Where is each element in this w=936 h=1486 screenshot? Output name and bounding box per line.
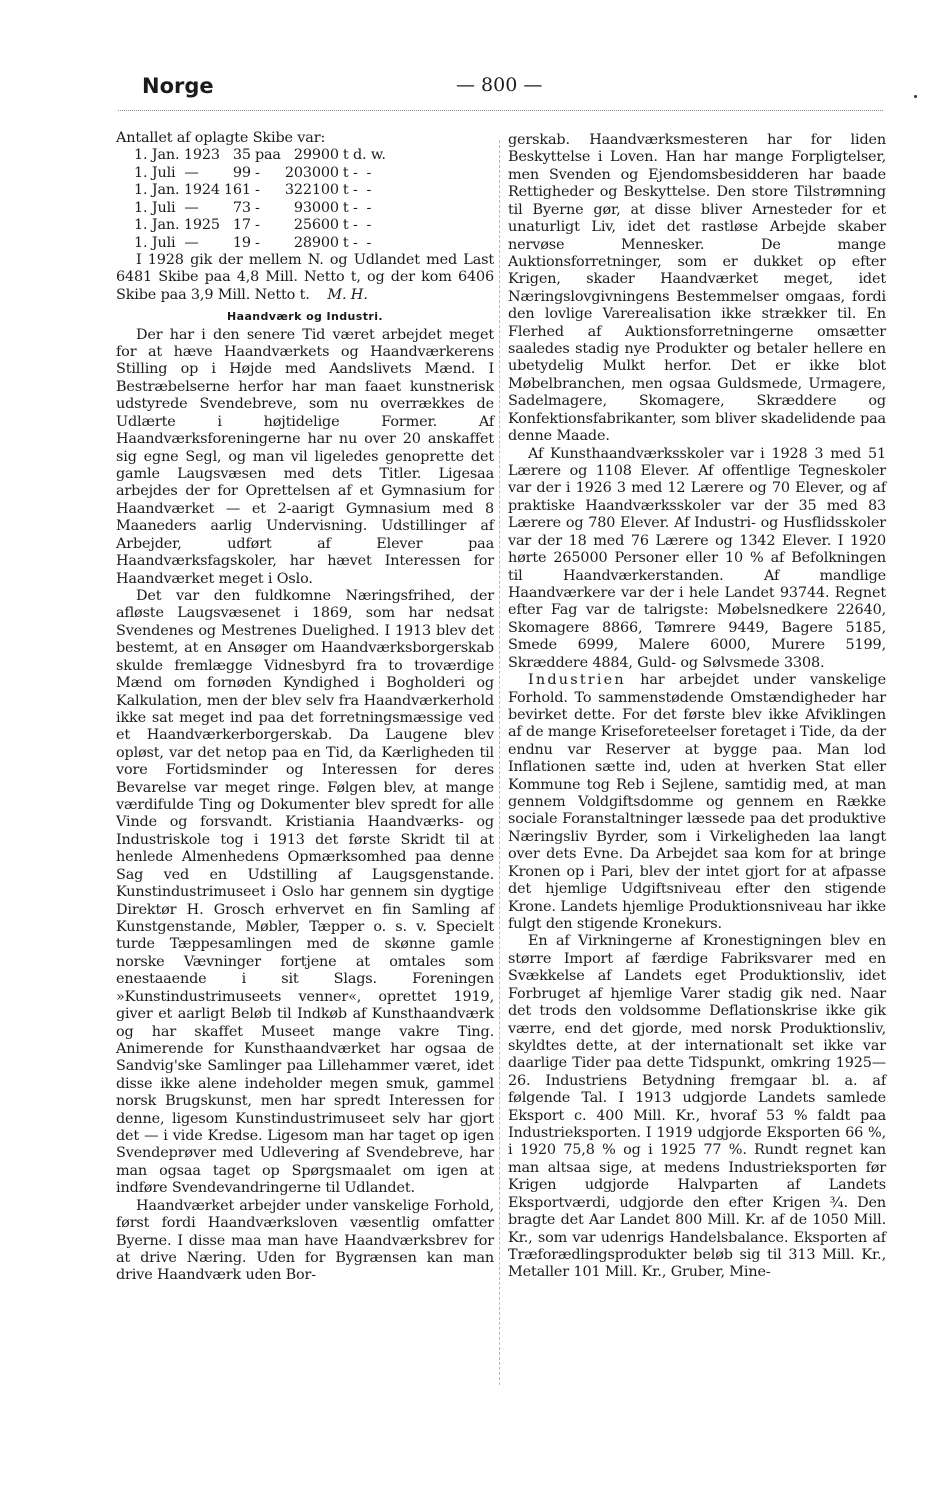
table-cell-paa: paa (254, 147, 281, 164)
table-cell-ships: 161 (223, 182, 251, 199)
table-cell-unit: t - - (342, 217, 372, 234)
paragraph: Det var den fuldkomne Næringsfrihed, der afløste Laugsvæsenet i 1869, som har nedsat Svendenes og Mestrenes Duelighed. I 1913 blev det bestemt, at en Ansøger om Haandværksborgerskab skulde fremlægge Vidnesbyrd fra to troværdige Mænd om fornøden Kyndighed i Bogholderi og Kalkulation, men der blev selv fra Haandværkerhold ikke sat meget ind paa det forretningsmæssige ved et Haandværkerborgerskab. Da Laugene blev opløst, var det netop paa en Tid, da Kærligheden til vore Fortidsminder og Interessen for deres Bevarelse var meget ringe. Følgen blev, at mange værdifulde Ting og Dokumenter blev spredt for alle Vinde og forsvandt. Kristiania Haandværks- og Industriskole tog i 1913 det første Skridt til at henlede Almenhedens Opmærksomhed paa denne Sag ved en Udstilling af Laugsgenstande. Kunstindustrimuseet i Oslo har gennem sin dygtige Direktør H. Grosch erhvervet en fin Samling af Kunstgenstande, Møbler, Tæpper o. s. v. Specielt turde Tæppesamlingen med de skønne gamle norske Vævninger fortjene at omtales som enestaaende i sit Slags. Foreningen »Kunstindustrimuseets venner«, oprettet 1919, giver et aarligt Beløb til Indkøb af Kunsthaandværk og har skaffet Museet mange vakre Ting. Animerende for Kunsthaandværket har ogsaa de Sandvig'ske Samlinger paa Lillehammer været, idet disse ikke alene indeholder megen smuk, gammel norsk Brugskunst, men har spredt Interessen for denne, ligesom Kunstindustrimuseet selv har gjort det — i vide Kredse. Ligesom man har taget op igen Svendeprøver med Udlevering af Svendebreve, har man ogsaa taget op Spørgsmaalet om igen at indføre Svendevandringerne til Udlandet. (116, 587, 494, 1197)
paragraph-text: har arbejdet under vanskelige Forhold. To sammenstødende Omstændigheder har bevirket dette. For det første blev ikke Afviklingen af de mange Kriseforeteelser foretaget i Tide, da der endnu var Reserver at bygge paa. Man lod Inflationen sætte ind, uden at hverken Stat eller Kommune tog Reb i Sejlene, samtidig med, at man gennem Voldgiftsdomme og gennem en Række sociale Foranstaltninger læssede paa det produktive Næringsliv Byrder, som i Virkeligheden laa langt over dets Evne. Da Arbejdet saa kom for at bringe Kronen op i Pari, blev der intet gjort for at afpasse det hjemlige Udgiftsniveau efter den stigende Krone. Landets hjemlige Produktionsniveau har ikke fulgt den stigende Kronekurs. (508, 672, 886, 932)
table-cell-tons: 93000 (293, 199, 339, 216)
table-cell-tons: 29900 (293, 147, 339, 164)
table-cell-unit: t d. w. (342, 147, 386, 164)
table-cell-date: 1. Juli — (134, 234, 199, 251)
header-rule (118, 110, 883, 111)
table-cell-unit: t - - (342, 234, 372, 251)
ship-summary: I 1928 gik der mellem N. og Udlandet med Last 6481 Skibe paa 4,8 Mill. Netto t, og der kom 6406 Skibe paa 3,9 Mill. Netto t. (116, 251, 494, 303)
column-divider (499, 140, 500, 1385)
print-speck (914, 95, 917, 98)
table-row (134, 182, 390, 199)
table-cell-date: 1. Juli — (134, 199, 199, 216)
left-column (116, 130, 494, 1285)
table-row (134, 200, 390, 217)
table-row (134, 217, 390, 234)
table-cell-unit: t - - (342, 182, 372, 199)
table-cell-date: 1. Jan. 1924 (134, 182, 220, 199)
page-number: — 800 — (456, 74, 543, 96)
ship-intro: Antallet af oplagte Skibe var: (116, 130, 326, 146)
paragraph: Der har i den senere Tid været arbejdet meget for at hæve Haandværkets og Haandværkerens Stilling op i Højde med Aandslivets Mænd. I Bestræbelserne herfor har man faaet kunstnerisk udstyrede Svendebreve, som nu overrækkes de Udlærte i højtidelige Former. Af Haandværksforeningerne har nu over 20 anskaffet sig egne Segl, og man vil ligeledes genoprette det gamle Laugsvæsen med dets Titler. Ligesaa arbejdes der for Oprettelsen af et Gymnasium for Haandværket — et 2-aarigt Gymnasium med 8 Maaneders aarlig Undervisning. Udstillinger af Arbejder, udført af Elever paa Haandværksfagskoler, har hævet Interessen for Haandværket meget i Oslo. (116, 326, 494, 587)
table-row (134, 147, 390, 164)
table-cell-date: 1. Jan. 1923 (134, 147, 220, 164)
table-cell-tons: 322100 (284, 182, 339, 199)
paragraph: En af Virkningerne af Kronestigningen blev en større Import af færdige Fabriksvarer med en Svækkelse af Landets eget Produktionsliv, idet Forbruget af hjemlige Varer stadig gik ned. Naar det trods den voldsomme Deflationskrise ikke gik værre, end det gjorde, med norsk Produktionsliv, skyldtes dette, at der internationalt set ikke var daarlige Tider paa dette Tidspunkt, omkring 1925—26. Industriens Betydning fremgaar bl. a. af følgende Tal. I 1913 udgjorde Landets samlede Eksport c. 400 Mill. Kr., hvoraf 53 % faldt paa Industrieksporten. I 1919 udgjorde Eksporten 66 %, i 1920 75,8 % og i 1925 77 %. Rundt regnet kan man altsaa sige, at medens Industrieksporten før Krigen udgjorde Halvparten af Landets Eksportværdi, udgjorde den efter Krigen ¾. Den bragte det Aar Landet 800 Mill. Kr. af de 1050 Mill. Kr., som var udenrigs Handelsbalance. Eksporten af Træforædlingsprodukter beløb sig til 313 Mill. Kr., Metaller 101 Mill. Kr., Gruber, Mine- (508, 933, 886, 1281)
author-signature: M. H. (327, 286, 368, 303)
table-cell-paa: - (254, 182, 260, 199)
table-cell-ships: 73 (232, 199, 251, 216)
spaced-keyword: Industrien (528, 672, 626, 689)
table-cell-ships: 99 (232, 164, 251, 181)
ship-table (134, 147, 390, 252)
paragraph: gerskab. Haandværksmesteren har for liden Beskyttelse i Loven. Han har mange Forpligtelser, men Svenden og Ejendomsbesidderen har baade Rettigheder og Beskyttelse. Den store Tilstrømning til Byerne gør, at disse bliver Arnesteder for et unaturligt Liv, idet det rastløse Arbejde skaber nervøse Mennesker. De mange Auktionsforretninger, som er dukket op efter Krigen, skader Haandværket meget, idet Næringslovgivningens Bestemmelser omgaas, fordi den lovlige Varerealisation ikke strækker til. En Flerhed af Auktionsforretningerne omsætter saaledes stadig nye Produkter og betaler hellere en ubetydelig Mulkt herfor. Det er ikke blot Møbelbranchen, men ogsaa Guldsmede, Urmagere, Sadelmagere, Skomagere, Skræddere og Konfektionsfabrikanter, som bliver skadelidende paa denne Maade. (508, 132, 886, 445)
table-cell-tons: 25600 (293, 217, 339, 234)
right-column (508, 132, 886, 1282)
table-cell-tons: 28900 (293, 234, 339, 251)
table-cell-ships: 19 (232, 234, 251, 251)
ship-summary-paragraph (116, 252, 494, 304)
table-cell-date: 1. Juli — (134, 164, 199, 181)
table-cell-unit: t - - (342, 199, 372, 216)
table-cell-paa: - (254, 234, 260, 251)
paragraph-industrien (508, 672, 886, 933)
table-cell-date: 1. Jan. 1925 (134, 217, 220, 234)
table-cell-paa: - (254, 199, 260, 216)
table-row (134, 235, 390, 252)
table-cell-unit: t - - (342, 164, 372, 181)
table-cell-tons: 203000 (284, 164, 339, 181)
running-title: Norge (142, 74, 214, 98)
section-heading: Haandværk og Industri. (227, 310, 383, 324)
paragraph: Haandværket arbejder under vanskelige Forhold, først fordi Haandværksloven væsentlig omfatter Byerne. I disse maa man have Haandværksbrev for at drive Næring. Uden for Bygrænsen kan man drive Haandværk uden Bor- (116, 1197, 494, 1284)
table-cell-paa: - (254, 164, 260, 181)
table-cell-ships: 35 (232, 147, 251, 164)
table-row (134, 165, 390, 182)
table-cell-paa: - (254, 217, 260, 234)
table-cell-ships: 17 (232, 217, 251, 234)
paragraph: Af Kunsthaandværksskoler var i 1928 3 med 51 Lærere og 1108 Elever. Af offentlige Tegneskoler var der i 1926 3 med 12 Lærere og 70 Elever, og af praktiske Haandværksskoler var der 35 med 83 Lærere og 780 Elever. Af Industri- og Husflidsskoler var der 18 med 76 Lærere og 1342 Elever. I 1920 hørte 265000 Personer eller 10 % af Befolkningen til Haandværkerstanden. Af mandlige Haandværkere var der i hele Landet 93744. Regnet efter Fag var de talrigste: Møbelsnedkere 22640, Skomagere 8866, Tømrere 9449, Bagere 5185, Smede 6999, Malere 6000, Murere 5199, Skræddere 4884, Guld- og Sølvsmede 3308. (508, 445, 886, 671)
